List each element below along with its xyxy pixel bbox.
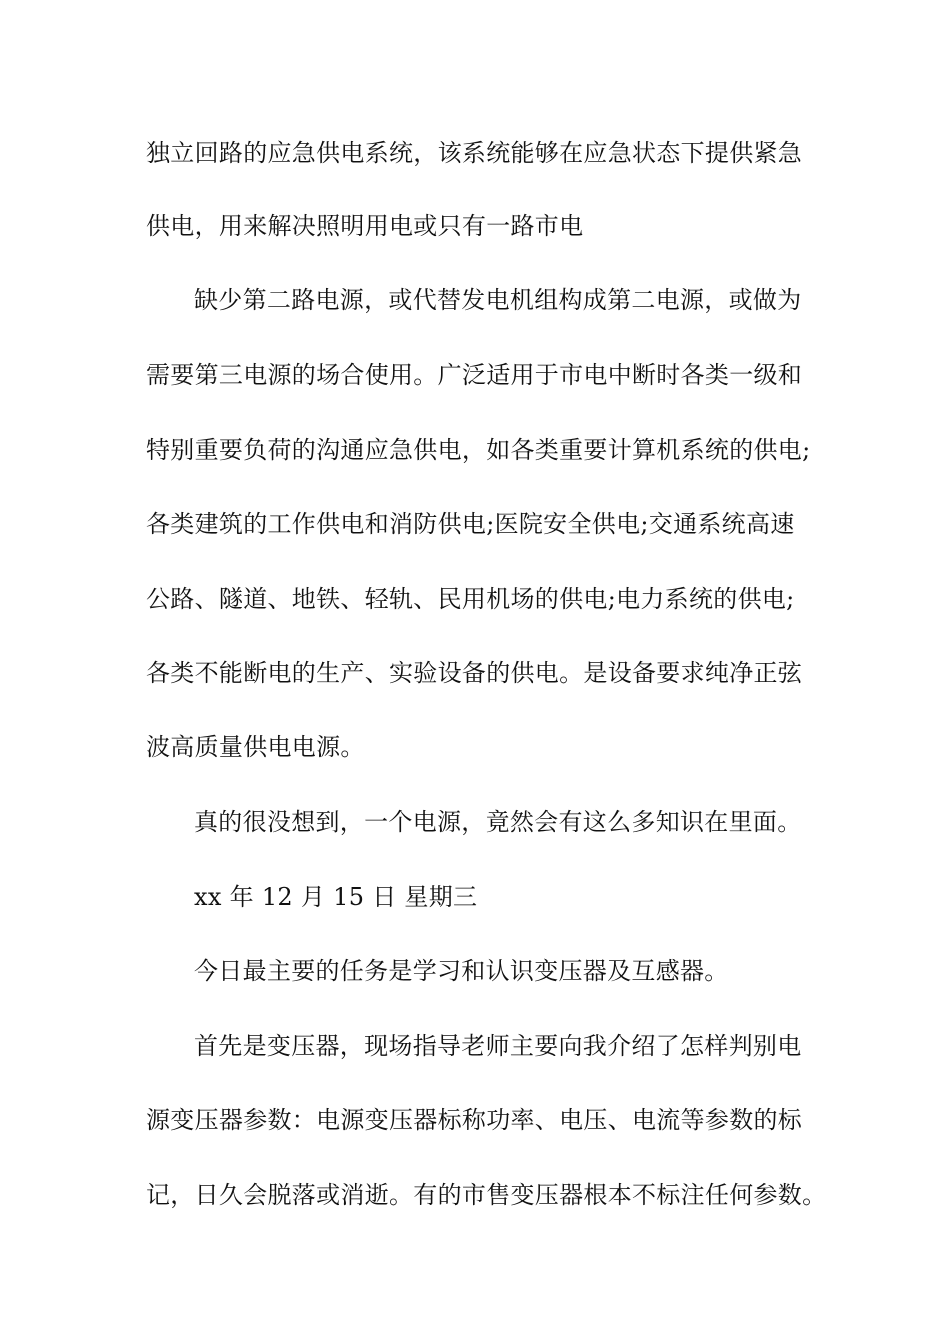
text-line-13: 首先是变压器，现场指导老师主要向我介绍了怎样判别电: [194, 1032, 802, 1060]
text-line-2: 供电，用来解决照明用电或只有一路市电: [146, 212, 584, 240]
text-line-4: 需要第三电源的场合使用。广泛适用于市电中断时各类一级和: [146, 361, 803, 389]
text-line-9: 波高质量供电电源。: [146, 733, 365, 761]
text-line-12: 今日最主要的任务是学习和认识变压器及互感器。: [194, 957, 729, 985]
text-line-7: 公路、隧道、地铁、轻轨、民用机场的供电;电力系统的供电;: [146, 585, 795, 613]
date-line: xx 年 12 月 15 日 星期三: [194, 883, 478, 911]
text-line-15: 记，日久会脱落或消逝。有的市售变压器根本不标注任何参数。: [146, 1181, 827, 1209]
text-line-10: 真的很没想到，一个电源，竟然会有这么多知识在里面。: [194, 808, 802, 836]
text-line-14: 源变压器参数：电源变压器标称功率、电压、电流等参数的标: [146, 1106, 803, 1134]
text-line-1: 独立回路的应急供电系统，该系统能够在应急状态下提供紧急: [146, 139, 803, 167]
text-line-3: 缺少第二路电源，或代替发电机组构成第二电源，或做为: [194, 286, 802, 314]
text-line-5: 特别重要负荷的沟通应急供电，如各类重要计算机系统的供电;: [146, 436, 811, 464]
text-line-6: 各类建筑的工作供电和消防供电;医院安全供电;交通系统高速: [146, 510, 795, 538]
text-line-8: 各类不能断电的生产、实验设备的供电。是设备要求纯净正弦: [146, 659, 803, 687]
